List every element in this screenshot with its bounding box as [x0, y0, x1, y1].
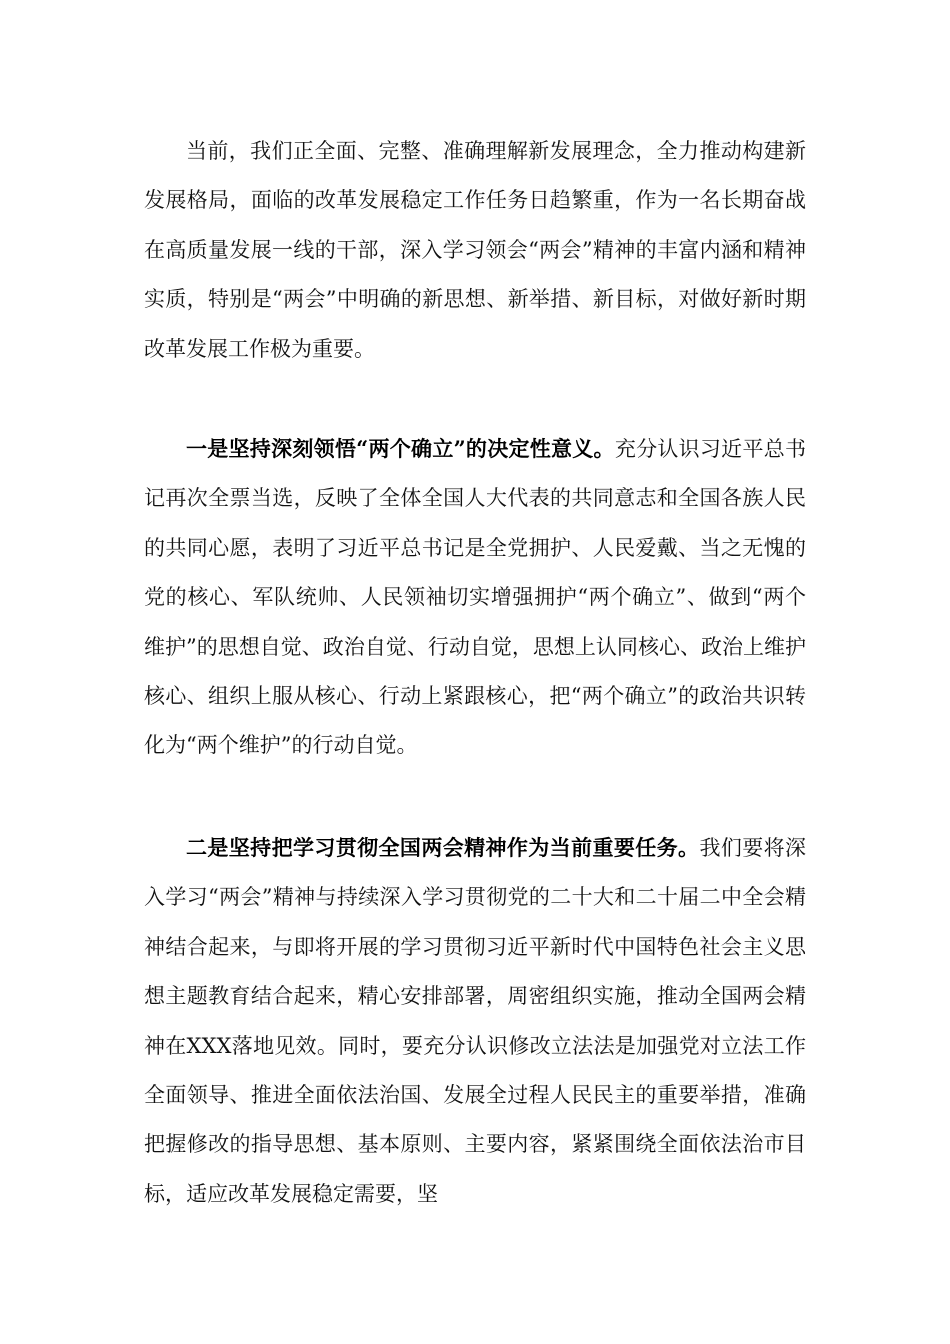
paragraph-intro	[144, 127, 806, 374]
paragraph-two-text: 我们要将深入学习“两会”精神与持续深入学习贯彻党的二十大和二十届二中全会精神结合起来，与即将开展的学习贯彻习近平新时代中国特色社会主义思想主题教育结合起来，精心安排部署，周密组织实施，推动全国两会精神在XXX落地见效。同时，要充分认识修改立法法是加强党对立法工作全面领导、推进全面依法治国、发展全过程人民民主的重要举措，准确把握修改的指导思想、基本原则、主要内容，紧紧围绕全面依法治市目标，适应改革发展稳定需要，坚	[144, 836, 807, 1206]
paragraph-intro-text: 当前，我们正全面、完整、准确理解新发展理念，全力推动构建新发展格局，面临的改革发展稳定工作任务日趋繁重，作为一名长期奋战在高质量发展一线的干部，深入学习领会“两会”精神的丰富内涵和精神实质，特别是“两会”中明确的新思想、新举措、新目标，对做好新时期改革发展工作极为重要。	[144, 139, 806, 361]
paragraph-one	[144, 424, 806, 771]
paragraph-two-heading: 二是坚持把学习贯彻全国两会精神作为当前重要任务。	[186, 835, 700, 860]
paragraph-one-heading: 一是坚持深刻领悟“两个确立”的决定性意义。	[186, 436, 615, 461]
paragraph-one-text: 充分认识习近平总书记再次全票当选，反映了全体全国人大代表的共同意志和全国各族人民的共同心愿，表明了习近平总书记是全党拥护、人民爱戴、当之无愧的党的核心、军队统帅、人民领袖切实增强拥护“两个确立”、做到“两个维护”的思想自觉、政治自觉、行动自觉，思想上认同核心、政治上维护核心、组织上服从核心、行动上紧跟核心，把“两个确立”的政治共识转化为“两个维护”的行动自觉。	[144, 437, 806, 758]
paragraph-two	[144, 823, 806, 1219]
